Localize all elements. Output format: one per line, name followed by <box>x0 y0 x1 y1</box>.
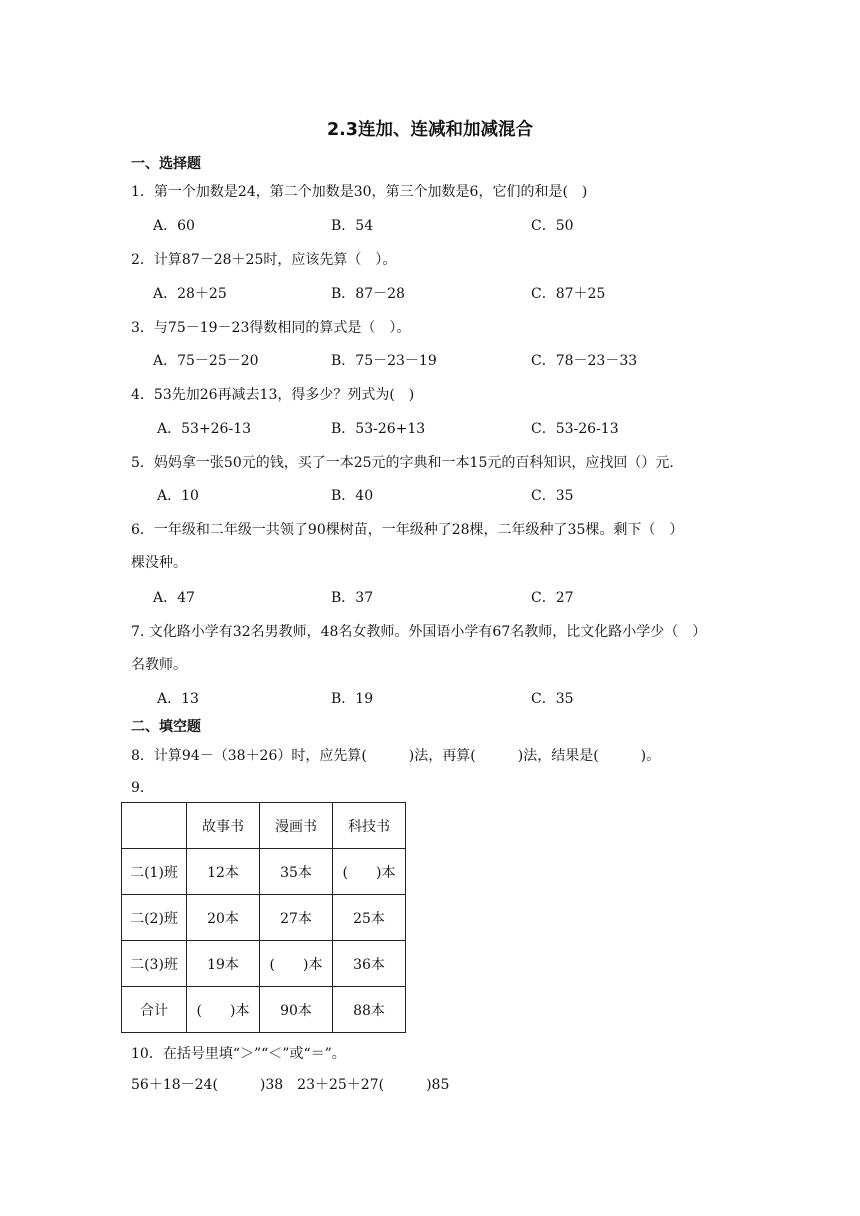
section-heading-choice: 一、选择题 <box>131 156 201 172</box>
q7-option-a: A．13 <box>157 691 199 707</box>
question-7-line-1: 7. 文化路小学有32名男教师，48名女教师。外国语小学有67名教师，比文化路小学少（ ） <box>131 624 707 640</box>
q2-option-a: A．28＋25 <box>153 286 227 302</box>
table-cell: ( )本 <box>333 849 406 895</box>
q5-option-c: C．35 <box>531 488 574 504</box>
page-title: 2.3连加、连减和加减混合 <box>326 120 533 140</box>
q3-option-a: A．75－25－20 <box>153 353 259 369</box>
table-cell: 36本 <box>333 941 406 987</box>
question-6-line-2: 棵没种。 <box>131 555 187 571</box>
question-2: 2．计算87－28＋25时，应该先算（ ）。 <box>131 252 397 268</box>
table-cell: 88本 <box>333 987 406 1033</box>
table-cell: 二(1)班 <box>122 849 187 895</box>
table-header-row <box>122 803 406 849</box>
question-7-line-2: 名教师。 <box>131 657 187 673</box>
q2-option-c: C．87＋25 <box>531 286 606 302</box>
table-cell: 二(3)班 <box>122 941 187 987</box>
table-cell: 二(2)班 <box>122 895 187 941</box>
question-10-comparisons: 56＋18－24( )38 23＋25＋27( )85 <box>131 1077 450 1093</box>
question-9-label: 9． <box>131 780 154 796</box>
table-cell: 12本 <box>187 849 260 895</box>
q1-option-a: A．60 <box>153 218 195 234</box>
table-cell: 90本 <box>260 987 333 1033</box>
table-cell: 35本 <box>260 849 333 895</box>
q4-option-b: B．53-26+13 <box>331 421 426 437</box>
question-6-line-1: 6．一年级和二年级一共领了90棵树苗，一年级种了28棵，二年级种了35棵。剩下（ ） <box>131 522 684 538</box>
q4-option-a: A．53+26-13 <box>157 421 252 437</box>
q6-option-c: C．27 <box>531 590 574 606</box>
table-row <box>122 987 406 1033</box>
q1-option-b: B．54 <box>331 218 374 234</box>
q6-option-a: A．47 <box>153 590 195 606</box>
table-cell <box>122 803 187 849</box>
table-cell: 合计 <box>122 987 187 1033</box>
table-cell: 27本 <box>260 895 333 941</box>
table-cell: 25本 <box>333 895 406 941</box>
table-cell: 19本 <box>187 941 260 987</box>
question-10: 10．在括号里填“＞”“＜”或“＝”。 <box>131 1046 346 1062</box>
table-row <box>122 941 406 987</box>
table-cell: 20本 <box>187 895 260 941</box>
book-table <box>121 802 406 1033</box>
q5-option-a: A．10 <box>157 488 199 504</box>
q5-option-b: B．40 <box>331 488 374 504</box>
question-1: 1．第一个加数是24，第二个加数是30，第三个加数是6，它们的和是( ) <box>131 184 588 200</box>
table-cell: 故事书 <box>187 803 260 849</box>
q7-option-c: C．35 <box>531 691 574 707</box>
table-cell: 漫画书 <box>260 803 333 849</box>
question-3: 3．与75－19－23得数相同的算式是（ ）。 <box>131 320 411 336</box>
section-heading-fill: 二、填空题 <box>131 719 201 735</box>
q7-option-b: B．19 <box>331 691 374 707</box>
q3-option-c: C．78－23－33 <box>531 353 638 369</box>
q2-option-b: B．87－28 <box>331 286 405 302</box>
question-4: 4．53先加26再减去13，得多少？列式为( ) <box>131 387 415 403</box>
question-5: 5．妈妈拿一张50元的钱，买了一本25元的字典和一本15元的百科知识，应找回（）元. <box>131 455 674 471</box>
table-row <box>122 849 406 895</box>
q1-option-c: C．50 <box>531 218 574 234</box>
q6-option-b: B．37 <box>331 590 374 606</box>
q4-option-c: C．53-26-13 <box>531 421 619 437</box>
question-8: 8．计算94－（38＋26）时，应先算( )法，再算( )法，结果是( )。 <box>131 748 661 764</box>
q3-option-b: B．75－23－19 <box>331 353 437 369</box>
table-cell: ( )本 <box>187 987 260 1033</box>
table-cell: ( )本 <box>260 941 333 987</box>
table-cell: 科技书 <box>333 803 406 849</box>
table-row <box>122 895 406 941</box>
